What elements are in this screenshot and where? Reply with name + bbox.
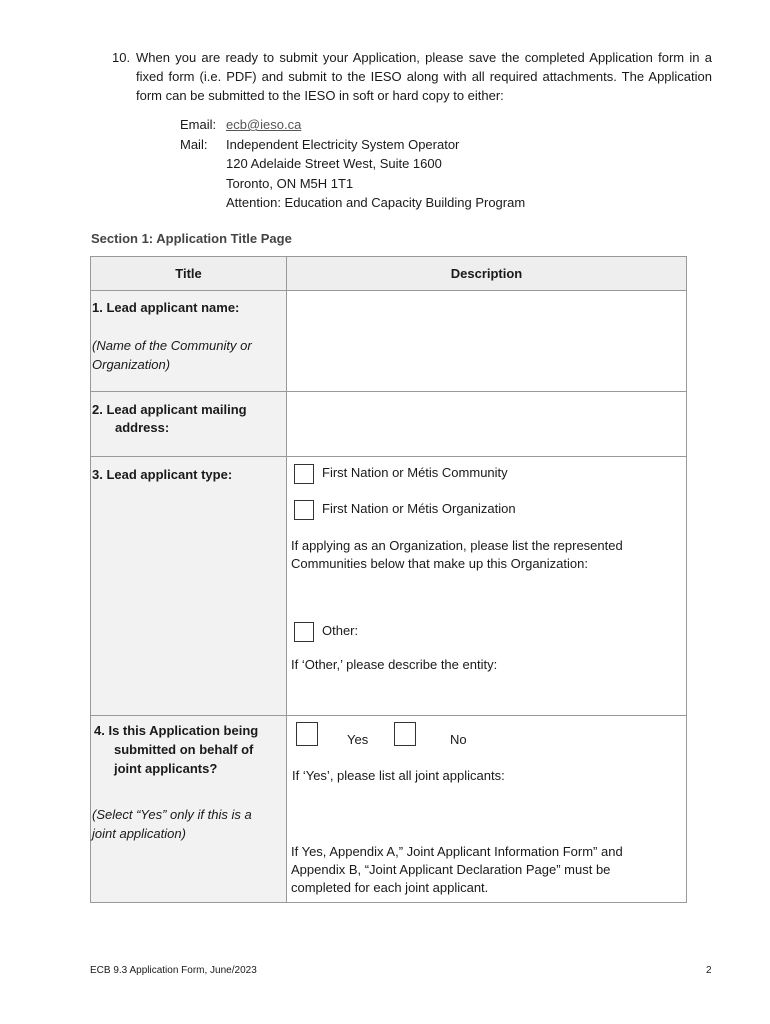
checkbox-organization[interactable] xyxy=(294,500,314,520)
option-label: First Nation or Métis Community xyxy=(322,465,508,480)
footer-form-id: ECB 9.3 Application Form, June/2023 xyxy=(90,965,257,976)
table-row xyxy=(91,291,687,392)
header-title: Title xyxy=(91,257,287,291)
other-note: If ‘Other,’ please describe the entity: xyxy=(291,657,498,672)
row4-note xyxy=(92,805,252,843)
mailing-address-field[interactable] xyxy=(287,392,687,457)
joint-applicants-prompt: If ‘Yes’, please list all joint applicants: xyxy=(292,768,505,783)
option-label: Other: xyxy=(322,623,359,638)
note-line: Communities below that make up this Organization: xyxy=(291,556,588,571)
mail-line: Toronto, ON M5H 1T1 xyxy=(226,175,354,191)
row4-note-line: joint application) xyxy=(92,826,186,841)
instruction-number: 10. xyxy=(112,50,131,65)
email-label: Email: xyxy=(180,117,217,132)
checkbox-community[interactable] xyxy=(294,464,314,484)
note-line: If applying as an Organization, please list the represented xyxy=(291,538,623,553)
appendix-line: If Yes, Appendix A,” Joint Applicant Information Form” and xyxy=(291,844,623,859)
option-label: First Nation or Métis Organization xyxy=(322,501,516,516)
contact-block xyxy=(180,115,525,213)
row4-title xyxy=(94,721,258,778)
yes-label: Yes xyxy=(347,732,369,747)
row4-title-line: 4. Is this Application being xyxy=(94,723,259,738)
mail-line: 120 Adelaide Street West, Suite 1600 xyxy=(226,156,442,171)
instruction-text: When you are ready to submit your Application, please save the completed Application form in a fixed form (i.e. PDF) and submit to the IESO along with all required attachments. The Application form can be submitted to the IESO in soft or hard copy to either: xyxy=(136,50,712,103)
row4-title-line: joint applicants? xyxy=(114,761,218,776)
lead-applicant-name-field[interactable] xyxy=(287,291,687,392)
checkbox-yes[interactable] xyxy=(296,722,318,746)
mail-line: Attention: Education and Capacity Building Program xyxy=(226,195,526,210)
instruction-paragraph xyxy=(112,48,712,105)
row1-note xyxy=(92,336,252,374)
row2-title-line: 2. Lead applicant mailing xyxy=(92,402,247,417)
table-row xyxy=(91,457,687,716)
row4-note-line: (Select “Yes” only if this is a xyxy=(92,807,252,822)
appendix-line: Appendix B, “Joint Applicant Declaration Page” must be xyxy=(291,862,611,877)
row1-note-line: Organization) xyxy=(92,357,171,372)
option-organization xyxy=(294,497,516,521)
option-community xyxy=(294,461,508,485)
row2-title xyxy=(92,401,247,437)
row3-title: 3. Lead applicant type: xyxy=(92,467,233,482)
row2-title-line: address: xyxy=(115,420,170,435)
email-link[interactable]: ecb@ieso.ca xyxy=(226,117,302,132)
mail-label: Mail: xyxy=(180,136,208,152)
application-table xyxy=(90,256,687,903)
no-label: No xyxy=(450,732,467,747)
table-row xyxy=(91,392,687,457)
appendix-note xyxy=(291,843,623,897)
option-other xyxy=(294,619,358,643)
header-description: Description xyxy=(287,257,687,291)
table-header-row xyxy=(91,257,687,291)
row4-title-line: submitted on behalf of xyxy=(114,742,254,757)
section-title: Section 1: Application Title Page xyxy=(91,231,292,246)
organization-note xyxy=(291,537,623,573)
checkbox-other[interactable] xyxy=(294,622,314,642)
mail-line: Independent Electricity System Operator xyxy=(226,136,460,152)
table-row xyxy=(91,716,687,903)
row1-title: 1. Lead applicant name: xyxy=(92,300,240,315)
page-number: 2 xyxy=(706,965,712,976)
checkbox-no[interactable] xyxy=(394,722,416,746)
appendix-line: completed for each joint applicant. xyxy=(291,880,489,895)
row1-note-line: (Name of the Community or xyxy=(92,338,252,353)
